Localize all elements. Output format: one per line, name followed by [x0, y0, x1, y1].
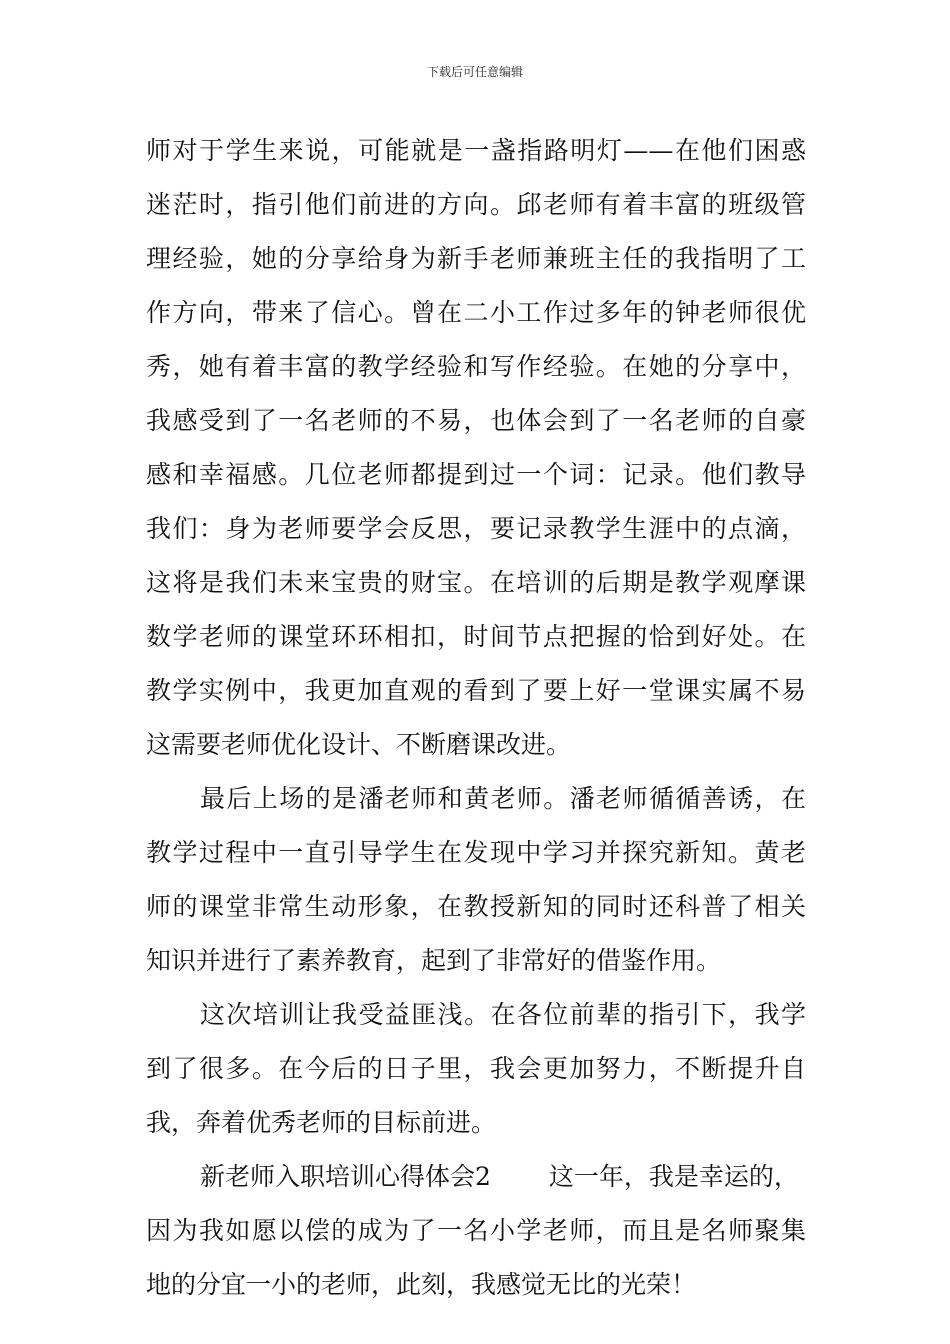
text-line: 教学实例中，我更加直观的看到了要上好一堂课实属不易	[146, 676, 806, 705]
paragraph-3	[146, 988, 806, 1150]
text-line: 秀，她有着丰富的教学经验和写作经验。在她的分享中，	[146, 352, 806, 381]
text-line: 教学过程中一直引导学生在发现中学习并探究新知。黄老	[146, 838, 806, 867]
text-line: 数学老师的课堂环环相扣，时间节点把握的恰到好处。在	[146, 622, 806, 651]
paragraph-1	[146, 124, 806, 772]
text-line: 到了很多。在今后的日子里，我会更加努力，不断提升自	[146, 1054, 806, 1083]
text-line: 这次培训让我受益匪浅。在各位前辈的指引下，我学	[200, 1000, 806, 1029]
text-line: 这将是我们未来宝贵的财宝。在培训的后期是教学观摩课	[146, 568, 806, 597]
text-line: 迷茫时，指引他们前进的方向。邱老师有着丰富的班级管	[146, 190, 806, 219]
text-line: 感和幸福感。几位老师都提到过一个词：记录。他们教导	[146, 460, 806, 489]
text-line: 因为我如愿以偿的成为了一名小学老师，而且是名师聚集	[146, 1216, 806, 1245]
text-line: 地的分宜一小的老师，此刻，我感觉无比的光荣！	[146, 1270, 697, 1299]
text-line-with-heading	[146, 1150, 806, 1204]
text-line: 最后上场的是潘老师和黄老师。潘老师循循善诱，在	[200, 784, 806, 813]
text-line: 我感受到了一名老师的不易，也体会到了一名老师的自豪	[146, 406, 806, 435]
text-line: 师对于学生来说，可能就是一盏指路明灯——在他们困惑	[146, 136, 806, 165]
text-line: 师的课堂非常生动形象，在教授新知的同时还科普了相关	[146, 892, 806, 921]
text-line: 作方向，带来了信心。曾在二小工作过多年的钟老师很优	[146, 298, 806, 327]
text-line: 这需要老师优化设计、不断磨课改进。	[146, 730, 572, 759]
text-line: 知识并进行了素养教育，起到了非常好的借鉴作用。	[146, 946, 722, 975]
section-heading: 新老师入职培训心得体会2	[200, 1162, 491, 1191]
text-line: 理经验，她的分享给身为新手老师兼班主任的我指明了工	[146, 244, 806, 273]
text-line: 我，奔着优秀老师的目标前进。	[146, 1108, 497, 1137]
paragraph-2	[146, 772, 806, 988]
text-fragment: 这一年，我是幸运的，	[548, 1162, 799, 1191]
document-body	[146, 124, 806, 1312]
text-line: 我们：身为老师要学会反思，要记录教学生涯中的点滴，	[146, 514, 806, 543]
page-header-note: 下载后可任意编辑	[426, 65, 523, 79]
paragraph-4	[146, 1150, 806, 1312]
